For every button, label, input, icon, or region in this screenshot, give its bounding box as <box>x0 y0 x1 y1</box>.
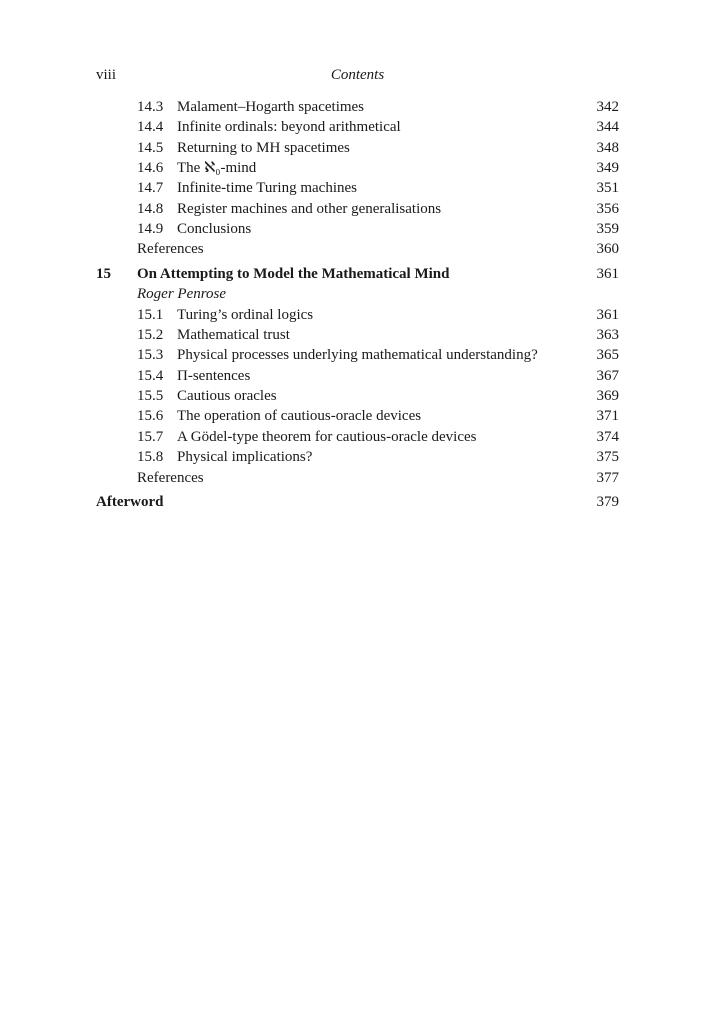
section-number: 15.2 <box>137 327 164 343</box>
toc-entry[interactable] <box>0 325 715 345</box>
page-number: 365 <box>596 347 619 363</box>
chapter-author: Roger Penrose <box>137 286 227 302</box>
toc-entry[interactable] <box>0 117 715 137</box>
toc-entry[interactable] <box>0 427 715 447</box>
section-number: 15.6 <box>137 408 164 424</box>
toc-entry[interactable] <box>0 138 715 158</box>
page-number: 369 <box>596 388 619 404</box>
references-label: References <box>137 241 204 257</box>
page-number: 359 <box>596 221 619 237</box>
running-title: Contents <box>330 67 385 83</box>
page-number: 349 <box>596 160 619 176</box>
page-number: 374 <box>596 429 619 445</box>
page-folio: viii <box>96 67 117 83</box>
toc-entry[interactable] <box>0 345 715 365</box>
page-number: 367 <box>596 368 619 384</box>
page-number: 351 <box>596 180 619 196</box>
chapter-title: On Attempting to Model the Mathematical Mind <box>137 266 450 282</box>
section-title: Register machines and other generalisations <box>177 201 442 217</box>
section-title: Mathematical trust <box>177 327 290 343</box>
toc-entry[interactable] <box>0 158 715 178</box>
section-number: 15.3 <box>137 347 164 363</box>
toc-entry[interactable] <box>0 386 715 406</box>
section-number: 14.4 <box>137 119 164 135</box>
toc-afterword-entry[interactable] <box>0 492 715 512</box>
toc-entry[interactable] <box>0 366 715 386</box>
toc-entry-references[interactable] <box>0 468 715 488</box>
toc-chapter-entry[interactable] <box>0 264 715 284</box>
section-title: Malament–Hogarth spacetimes <box>177 99 365 115</box>
page-number: 348 <box>596 140 619 156</box>
afterword-title: Afterword <box>96 494 164 510</box>
page-number: 356 <box>596 201 619 217</box>
toc-entry[interactable] <box>0 199 715 219</box>
section-number: 15.1 <box>137 307 164 323</box>
page-number: 363 <box>596 327 619 343</box>
page-number: 342 <box>596 99 619 115</box>
section-number: 15.8 <box>137 449 164 465</box>
section-number: 14.6 <box>137 160 164 176</box>
page-number: 344 <box>596 119 619 135</box>
toc-entry[interactable] <box>0 447 715 467</box>
section-number: 14.9 <box>137 221 164 237</box>
section-title: The ℵ₀-mind <box>177 160 257 176</box>
section-title: Infinite-time Turing machines <box>177 180 357 196</box>
toc-entry[interactable] <box>0 406 715 426</box>
section-title: Physical processes underlying mathematical understanding? <box>177 347 538 363</box>
toc-entry[interactable] <box>0 219 715 239</box>
running-head <box>96 67 619 87</box>
section-title: Turing’s ordinal logics <box>177 307 314 323</box>
page-number: 375 <box>596 449 619 465</box>
section-number: 14.5 <box>137 140 164 156</box>
section-number: 15.5 <box>137 388 164 404</box>
chapter-number: 15 <box>96 266 111 282</box>
toc-entry[interactable] <box>0 305 715 325</box>
page-number: 361 <box>596 266 619 282</box>
section-number: 14.8 <box>137 201 164 217</box>
toc-entry[interactable] <box>0 97 715 117</box>
references-label: References <box>137 470 204 486</box>
section-title: A Gödel-type theorem for cautious-oracle devices <box>177 429 477 445</box>
section-title: Cautious oracles <box>177 388 277 404</box>
page-number: 360 <box>596 241 619 257</box>
page-number: 371 <box>596 408 619 424</box>
section-number: 15.4 <box>137 368 164 384</box>
chapter-author-row <box>0 284 715 304</box>
section-title: Π-sentences <box>177 368 251 384</box>
section-title: The operation of cautious-oracle devices <box>177 408 422 424</box>
section-title: Returning to MH spacetimes <box>177 140 350 156</box>
toc-entry[interactable] <box>0 178 715 198</box>
section-title: Conclusions <box>177 221 252 237</box>
page-number: 379 <box>596 494 619 510</box>
section-title: Physical implications? <box>177 449 313 465</box>
section-number: 14.7 <box>137 180 164 196</box>
page-number: 361 <box>596 307 619 323</box>
section-title: Infinite ordinals: beyond arithmetical <box>177 119 401 135</box>
toc-entry-references[interactable] <box>0 239 715 259</box>
page-number: 377 <box>596 470 619 486</box>
section-number: 14.3 <box>137 99 164 115</box>
section-number: 15.7 <box>137 429 164 445</box>
